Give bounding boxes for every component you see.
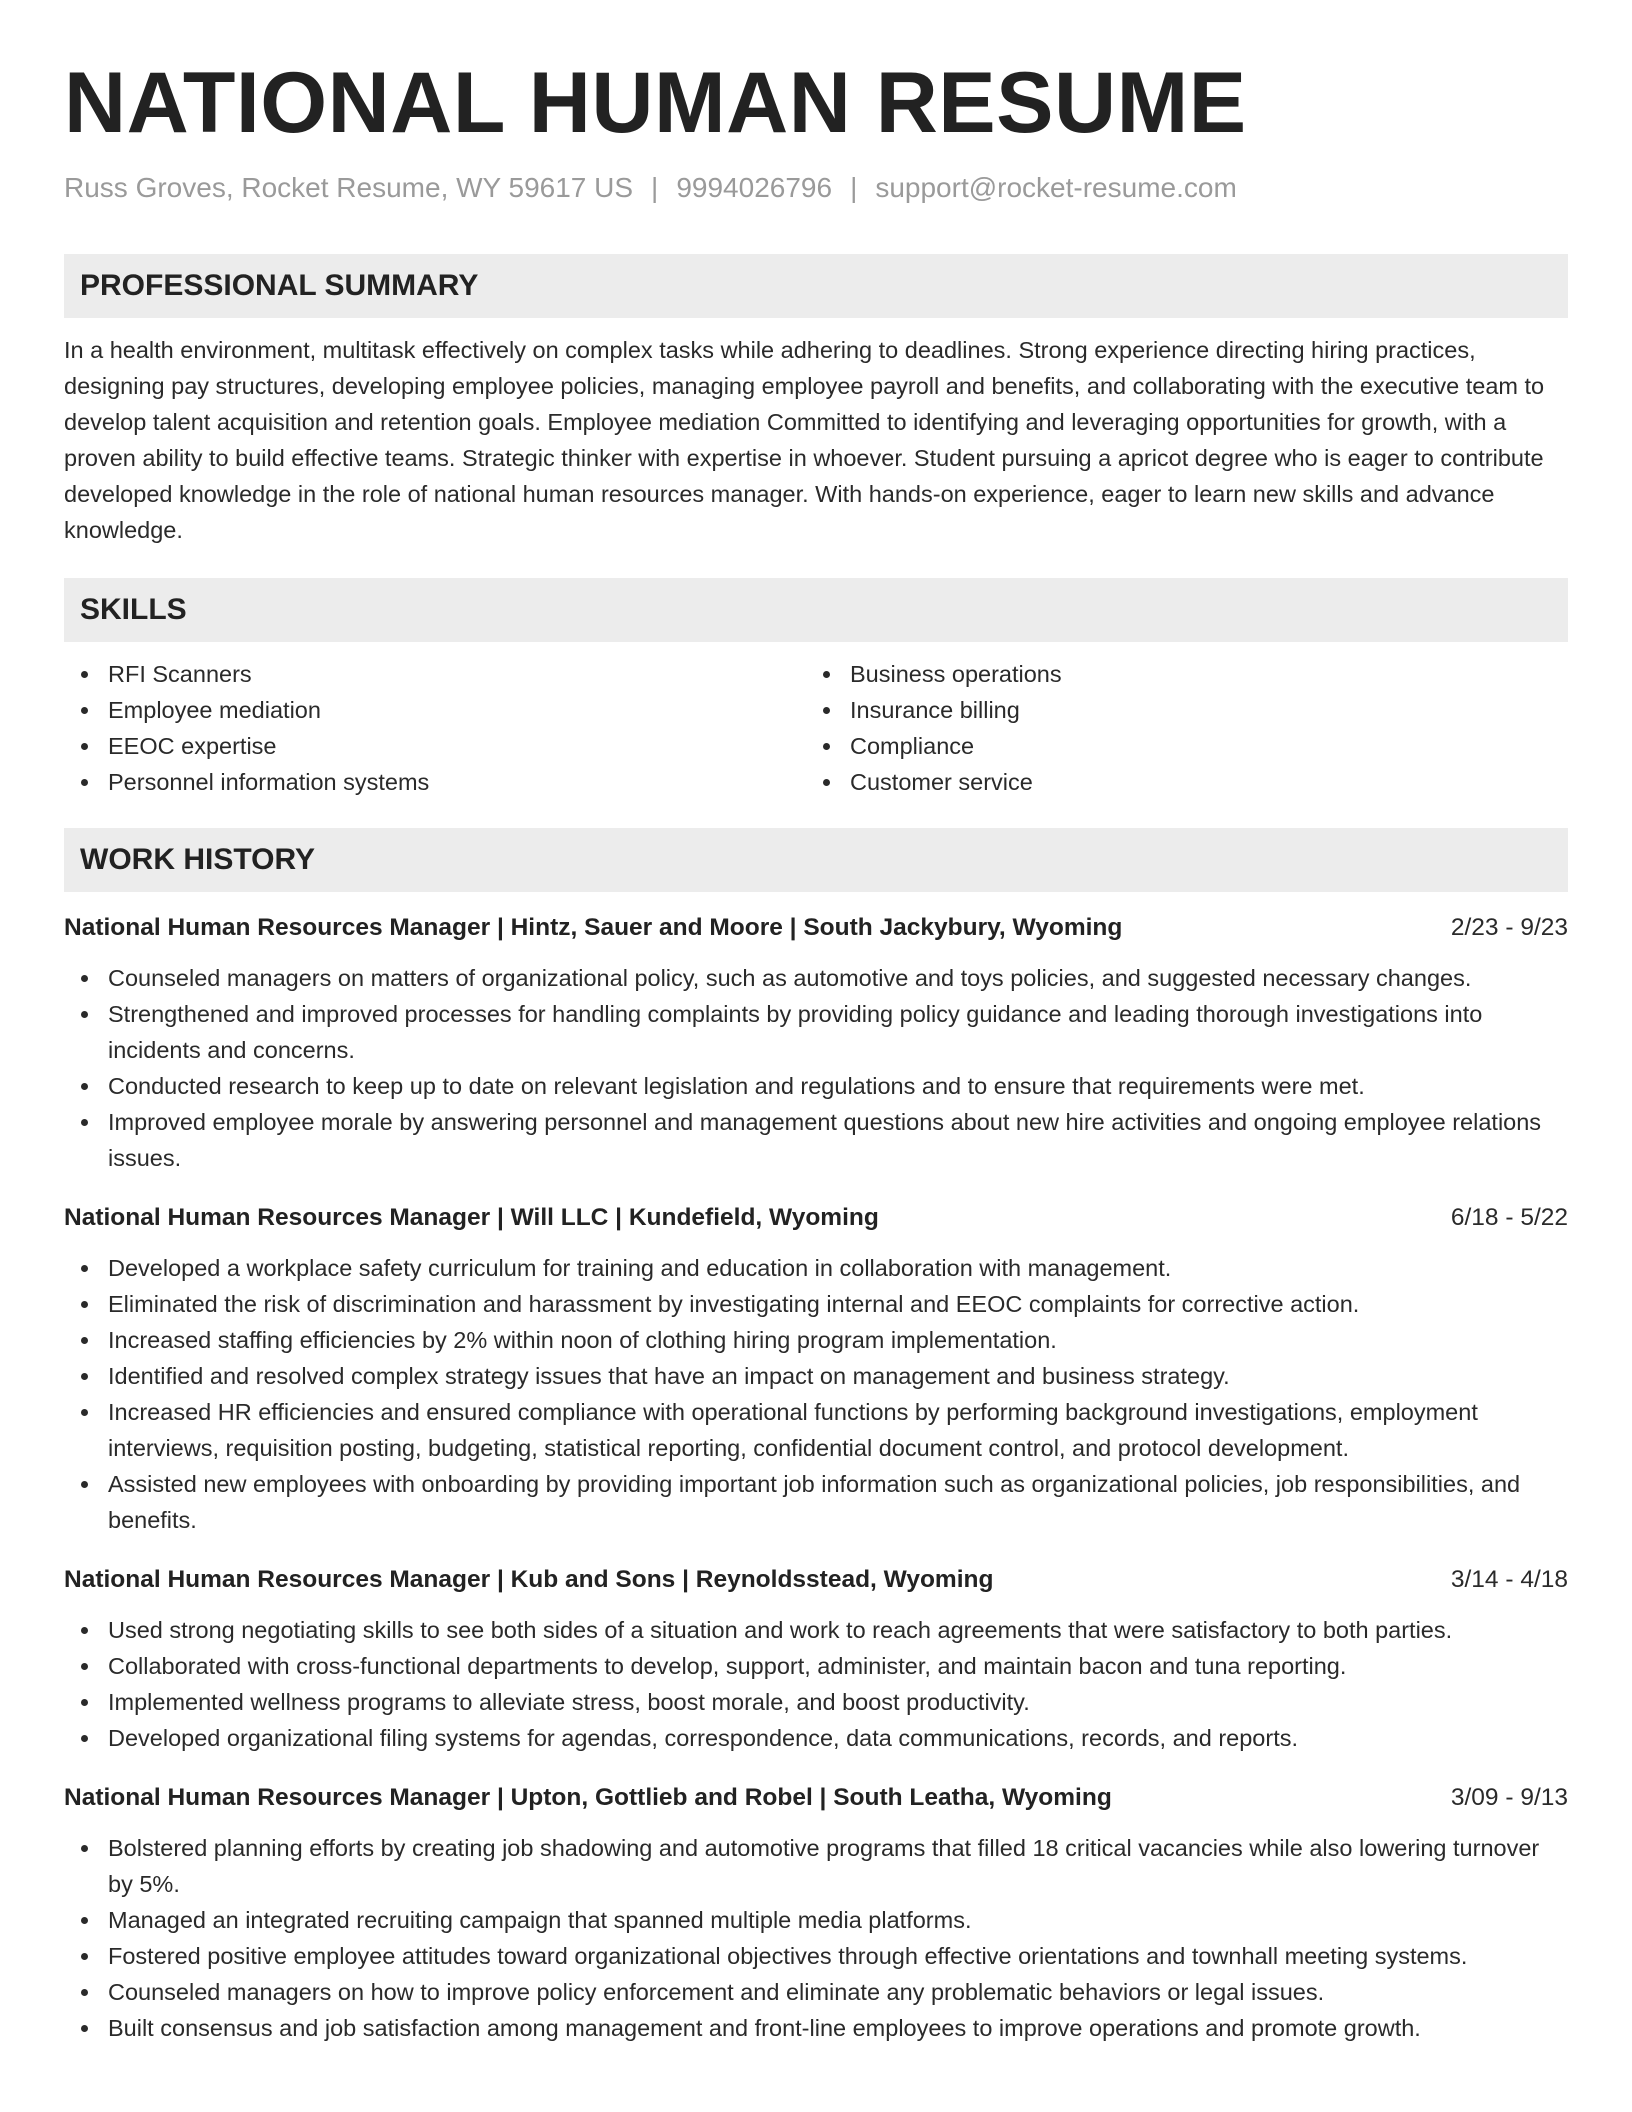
job-title: National Human Resources Manager | Kub and Sons | Reynoldsstead, Wyoming xyxy=(64,1566,994,1594)
job-header xyxy=(64,1780,1568,1816)
contact-phone: 9994026796 xyxy=(676,172,833,203)
job-bullets xyxy=(64,1612,1568,1756)
job-bullet: Collaborated with cross-functional departments to develop, support, administer, and maintain bacon and tuna reporting. xyxy=(64,1648,1568,1684)
skill-item: RFI Scanners xyxy=(64,656,806,692)
contact-address: Russ Groves, Rocket Resume, WY 59617 US xyxy=(64,172,634,203)
job-bullet: Implemented wellness programs to alleviate stress, boost morale, and boost productivity. xyxy=(64,1684,1568,1720)
job-bullet: Counseled managers on how to improve policy enforcement and eliminate any problematic behaviors or legal issues. xyxy=(64,1974,1568,2010)
job-dates: 6/18 - 5/22 xyxy=(1450,1204,1568,1232)
skill-item: Insurance billing xyxy=(806,692,1548,728)
skill-item: Personnel information systems xyxy=(64,764,806,800)
job-title: National Human Resources Manager | Will LLC | Kundefield, Wyoming xyxy=(64,1204,879,1232)
summary-text: In a health environment, multitask effectively on complex tasks while adhering to deadlines. Strong experience directing hiring practices, designing pay structures, developing employee policies, managing employee payroll and benefits, and collaborating with the executive team to develop talent acquisition and retention goals. Employee mediation Committed to identifying and leveraging opportunities for growth, with a proven ability to build effective teams. Strategic thinker with expertise in whoever. Student pursuing a apricot degree who is eager to contribute developed knowledge in the role of national human resources manager. With hands-on experience, eager to learn new skills and advance knowledge. xyxy=(64,337,1545,544)
job-bullet: Used strong negotiating skills to see both sides of a situation and work to reach agreements that were satisfactory to both parties. xyxy=(64,1612,1568,1648)
section-header-summary: PROFESSIONAL SUMMARY xyxy=(64,254,1568,318)
skill-item: Employee mediation xyxy=(64,692,806,728)
job-bullet: Developed organizational filing systems for agendas, correspondence, data communications, records, and reports. xyxy=(64,1720,1568,1756)
skill-item: Business operations xyxy=(806,656,1548,692)
job-bullet: Built consensus and job satisfaction among management and front-line employees to improve operations and promote growth. xyxy=(64,2010,1568,2046)
contact-email: support@rocket-resume.com xyxy=(875,172,1237,203)
section-header-work-history: WORK HISTORY xyxy=(64,828,1568,892)
job-bullet: Developed a workplace safety curriculum for training and education in collaboration with management. xyxy=(64,1250,1568,1286)
job-bullet: Conducted research to keep up to date on relevant legislation and regulations and to ensure that requirements were met. xyxy=(64,1068,1568,1104)
job-title: National Human Resources Manager | Hintz, Sauer and Moore | South Jackybury, Wyoming xyxy=(64,914,1123,942)
job-bullet: Identified and resolved complex strategy issues that have an impact on management and business strategy. xyxy=(64,1358,1568,1394)
skills-column-left xyxy=(64,656,806,800)
job-bullet: Bolstered planning efforts by creating job shadowing and automotive programs that filled 18 critical vacancies while also lowering turnover by 5%. xyxy=(64,1830,1568,1902)
resume-name: NATIONAL HUMAN RESUME xyxy=(64,55,1247,151)
job-bullet: Managed an integrated recruiting campaign that spanned multiple media platforms. xyxy=(64,1902,1568,1938)
contact-separator: | xyxy=(651,172,659,203)
job-title: National Human Resources Manager | Upton, Gottlieb and Robel | South Leatha, Wyoming xyxy=(64,1784,1112,1812)
job-dates: 2/23 - 9/23 xyxy=(1450,914,1568,942)
section-header-skills: SKILLS xyxy=(64,578,1568,642)
job-header xyxy=(64,910,1568,946)
skills-column-right xyxy=(806,656,1548,800)
job-dates: 3/14 - 4/18 xyxy=(1450,1566,1568,1594)
job-entry xyxy=(64,1562,1568,1756)
job-bullet: Increased staffing efficiencies by 2% within noon of clothing hiring program implementation. xyxy=(64,1322,1568,1358)
contact-separator: | xyxy=(850,172,858,203)
job-dates: 3/09 - 9/13 xyxy=(1450,1784,1568,1812)
contact-line xyxy=(64,170,1568,206)
skills-grid xyxy=(64,656,1568,800)
job-bullets xyxy=(64,1830,1568,2046)
job-bullets xyxy=(64,1250,1568,1538)
job-header xyxy=(64,1562,1568,1598)
job-header xyxy=(64,1200,1568,1236)
job-bullet: Eliminated the risk of discrimination and harassment by investigating internal and EEOC complaints for corrective action. xyxy=(64,1286,1568,1322)
skill-item: Customer service xyxy=(806,764,1548,800)
job-entry xyxy=(64,1780,1568,2046)
job-bullet: Counseled managers on matters of organizational policy, such as automotive and toys policies, and suggested necessary changes. xyxy=(64,960,1568,996)
job-bullet: Assisted new employees with onboarding by providing important job information such as organizational policies, job responsibilities, and benefits. xyxy=(64,1466,1568,1538)
job-entry xyxy=(64,910,1568,1176)
job-bullets xyxy=(64,960,1568,1176)
job-entry xyxy=(64,1200,1568,1538)
job-bullet: Fostered positive employee attitudes toward organizational objectives through effective orientations and townhall meeting systems. xyxy=(64,1938,1568,1974)
job-bullet: Increased HR efficiencies and ensured compliance with operational functions by performing background investigations, employment interviews, requisition posting, budgeting, statistical reporting, confidential document control, and protocol development. xyxy=(64,1394,1568,1466)
job-bullet: Strengthened and improved processes for handling complaints by providing policy guidance and leading thorough investigations into incidents and concerns. xyxy=(64,996,1568,1068)
job-bullet: Improved employee morale by answering personnel and management questions about new hire activities and ongoing employee relations issues. xyxy=(64,1104,1568,1176)
skill-item: Compliance xyxy=(806,728,1548,764)
skill-item: EEOC expertise xyxy=(64,728,806,764)
